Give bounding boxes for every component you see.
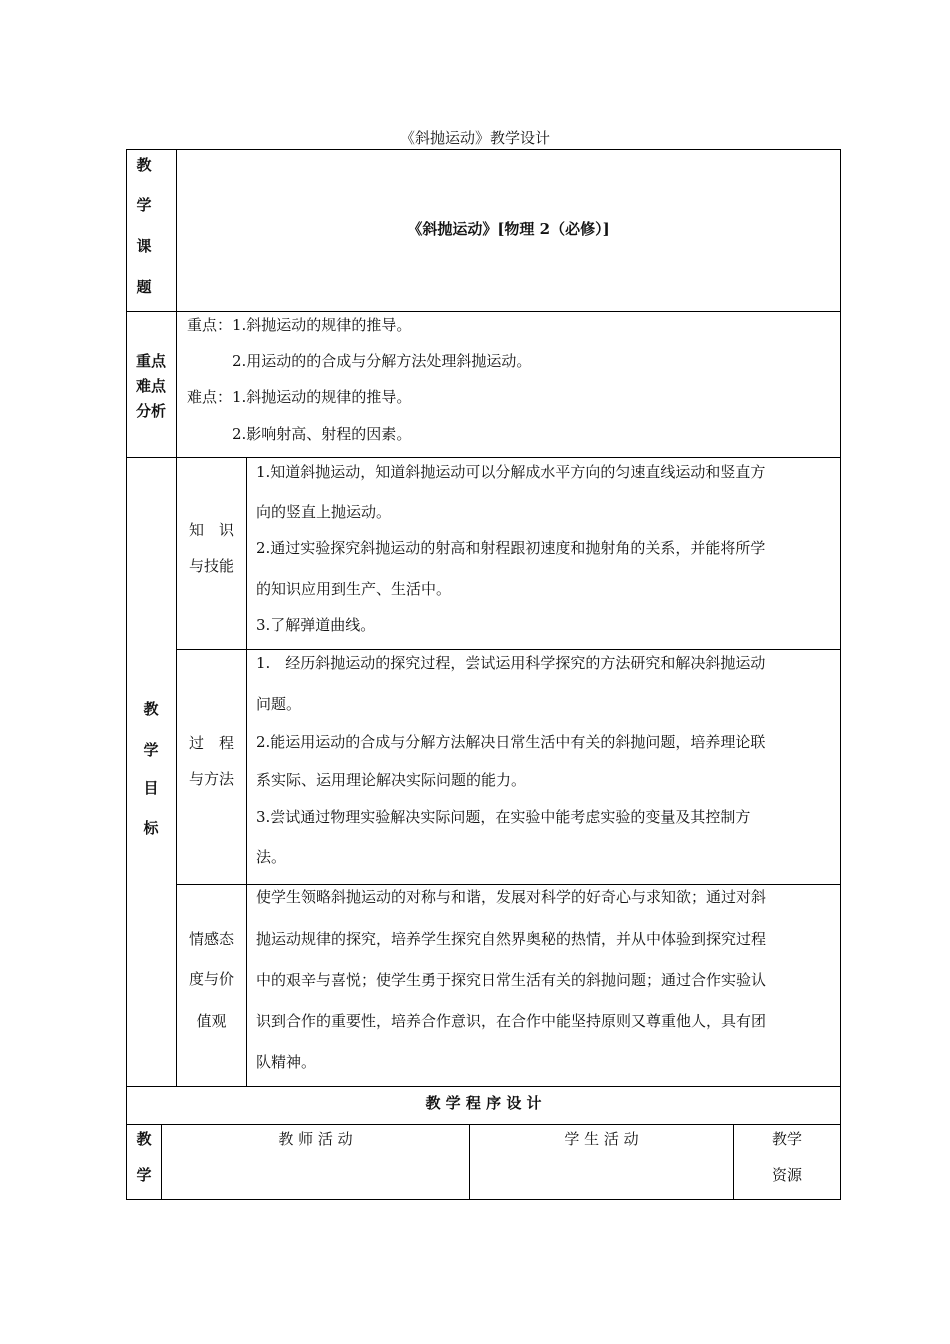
student-activity-header: 学 生 活 动 bbox=[564, 1130, 639, 1148]
process-line: 法。 bbox=[256, 848, 287, 866]
knowledge-line: 的知识应用到生产、生活中。 bbox=[256, 580, 452, 598]
procedure-heading: 教 学 程 序 设 计 bbox=[425, 1094, 542, 1112]
teacher-activity-header: 教 师 活 动 bbox=[278, 1130, 353, 1148]
emotion-line: 队精神。 bbox=[256, 1053, 317, 1071]
emotion-line: 中的艰辛与喜悦；使学生勇于探究日常生活有关的斜抛问题；通过合作实验认 bbox=[256, 971, 767, 989]
process-line: 1. 经历斜抛运动的探究过程，尝试运用科学探究的方法研究和解决斜抛运动 bbox=[256, 654, 766, 672]
emotion-line: 使学生领略斜抛运动的对称与和谐，发展对科学的好奇心与求知欲；通过对斜 bbox=[256, 888, 767, 906]
process-line: 2.能运用运动的合成与分解方法解决日常生活中有关的斜抛问题，培养理论联 bbox=[256, 733, 766, 751]
topic-title: 《斜抛运动》[物理 2（必修）] bbox=[407, 220, 610, 238]
analysis-line: 难点：1.斜抛运动的规律的推导。 bbox=[187, 388, 412, 406]
knowledge-line: 1.知道斜抛运动，知道斜抛运动可以分解成水平方向的匀速直线运动和竖直方 bbox=[256, 463, 766, 481]
analysis-line: 重点：1.斜抛运动的规律的推导。 bbox=[187, 316, 412, 334]
process-line: 3.尝试通过物理实验解决实际问题，在实验中能考虑实验的变量及其控制方 bbox=[256, 808, 751, 826]
analysis-line: 2.用运动的的合成与分解方法处理斜抛运动。 bbox=[232, 352, 532, 370]
analysis-line: 2.影响射高、射程的因素。 bbox=[232, 425, 412, 443]
knowledge-line: 2.通过实验探究斜抛运动的射高和射程跟初速度和抛射角的关系，并能将所学 bbox=[256, 539, 766, 557]
emotion-line: 识到合作的重要性，培养合作意识，在合作中能坚持原则又尊重他人，具有团 bbox=[256, 1012, 767, 1030]
process-line: 问题。 bbox=[256, 695, 302, 713]
process-line: 系实际、运用理论解决实际问题的能力。 bbox=[256, 771, 527, 789]
knowledge-line: 向的竖直上抛运动。 bbox=[256, 503, 392, 521]
emotion-line: 抛运动规律的探究，培养学生探究自然界奥秘的热情，并从中体验到探究过程 bbox=[256, 930, 767, 948]
knowledge-line: 3.了解弹道曲线。 bbox=[256, 616, 376, 634]
document-title: 《斜抛运动》教学设计 bbox=[399, 129, 550, 147]
